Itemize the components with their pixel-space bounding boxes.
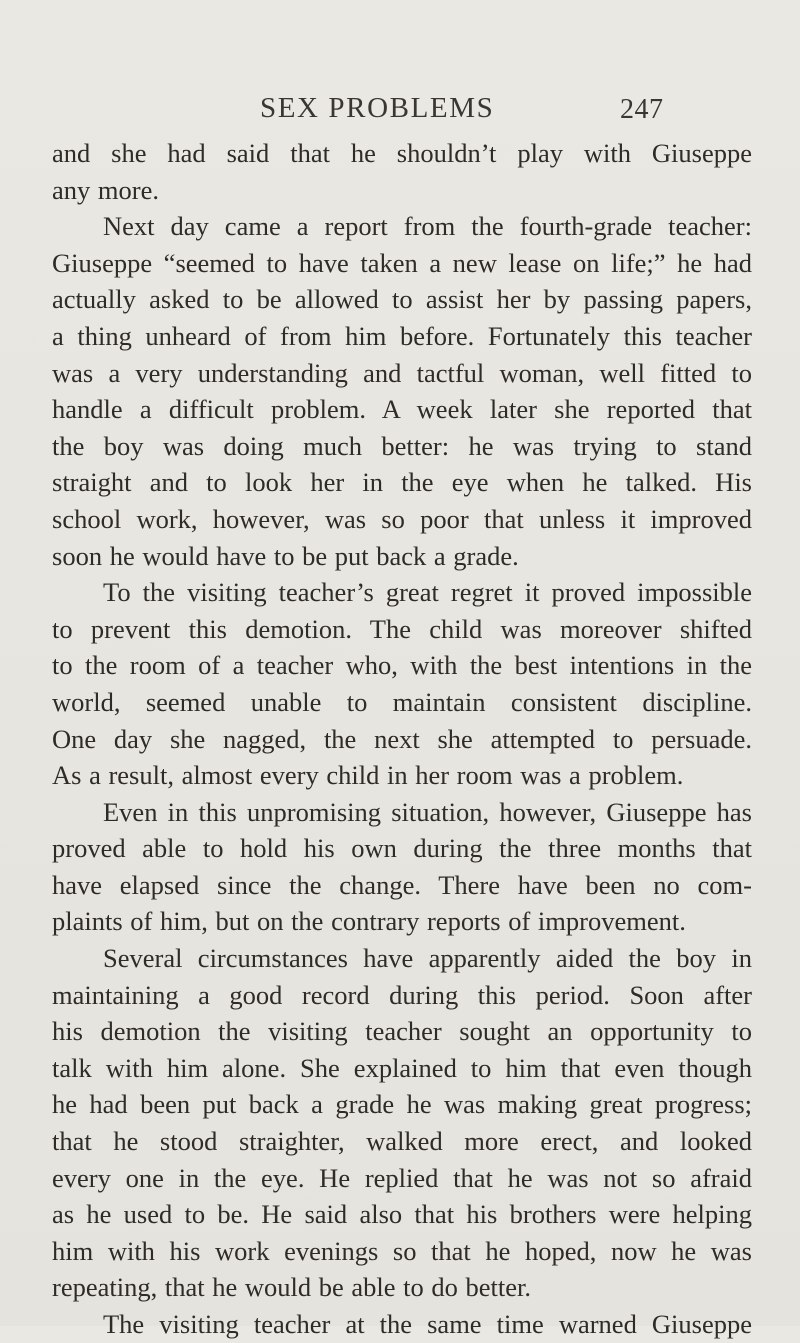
text-line: his demotion the visiting teacher sought an opportunity to (52, 1016, 752, 1047)
text-line: maintaining a good record during this period. Soon after (52, 979, 752, 1010)
text-line: and she had said that he shouldn’t play with Giuseppe (52, 138, 752, 168)
text-line: every one in the eye. He replied that he was not so afraid (52, 1162, 752, 1193)
paragraph-start-line: Several circumstances have apparently aided the boy in (103, 943, 752, 974)
text-line: any more. (52, 174, 159, 205)
text-line: was a very understanding and tactful woman, well fitted to (52, 357, 752, 388)
running-title: SEX PROBLEMS (260, 92, 495, 124)
running-head (0, 92, 800, 132)
text-line: the boy was doing much better: he was trying to stand (52, 430, 752, 461)
text-line: to prevent this demotion. The child was moreover shifted (52, 613, 752, 644)
text-line: world, seemed unable to maintain consistent discipline. (52, 686, 752, 717)
text-line: proved able to hold his own during the three months that (52, 833, 752, 864)
text-line: he had been put back a grade he was making great progress; (52, 1089, 752, 1120)
page-number: 247 (620, 94, 664, 125)
text-line: soon he would have to be put back a grade. (52, 540, 519, 571)
paragraph-start-line: Even in this unpromising situation, however, Giuseppe has (103, 796, 752, 827)
text-line: As a result, almost every child in her room was a problem. (52, 760, 684, 791)
paragraph-start-line: The visiting teacher at the same time warned Giuseppe (103, 1309, 752, 1339)
text-line: straight and to look her in the eye when he talked. His (52, 467, 752, 498)
text-line: plaints of him, but on the contrary reports of improvement. (52, 906, 686, 937)
text-line: have elapsed since the change. There have been no com- (52, 869, 752, 900)
text-line: One day she nagged, the next she attempted to persuade. (52, 723, 752, 754)
text-line: school work, however, was so poor that unless it improved (52, 503, 752, 534)
text-line: a thing unheard of from him before. Fortunately this teacher (52, 320, 752, 351)
text-line: that he stood straighter, walked more erect, and looked (52, 1126, 752, 1157)
text-line: Giuseppe “seemed to have taken a new lease on life;” he had (52, 247, 752, 278)
text-line: handle a difficult problem. A week later she reported that (52, 394, 752, 425)
text-line: talk with him alone. She explained to him that even though (52, 1052, 752, 1083)
text-line: as he used to be. He said also that his brothers were helping (52, 1199, 752, 1230)
text-line: repeating, that he would be able to do better. (52, 1272, 531, 1303)
text-line: him with his work evenings so that he hoped, now he was (52, 1235, 752, 1266)
body-text (52, 135, 752, 1343)
text-line: to the room of a teacher who, with the best intentions in the (52, 650, 752, 681)
paragraph-start-line: To the visiting teacher’s great regret it proved impossible (103, 577, 752, 608)
paragraph-start-line: Next day came a report from the fourth-grade teacher: (103, 211, 752, 242)
text-line: actually asked to be allowed to assist her by passing papers, (52, 284, 752, 315)
